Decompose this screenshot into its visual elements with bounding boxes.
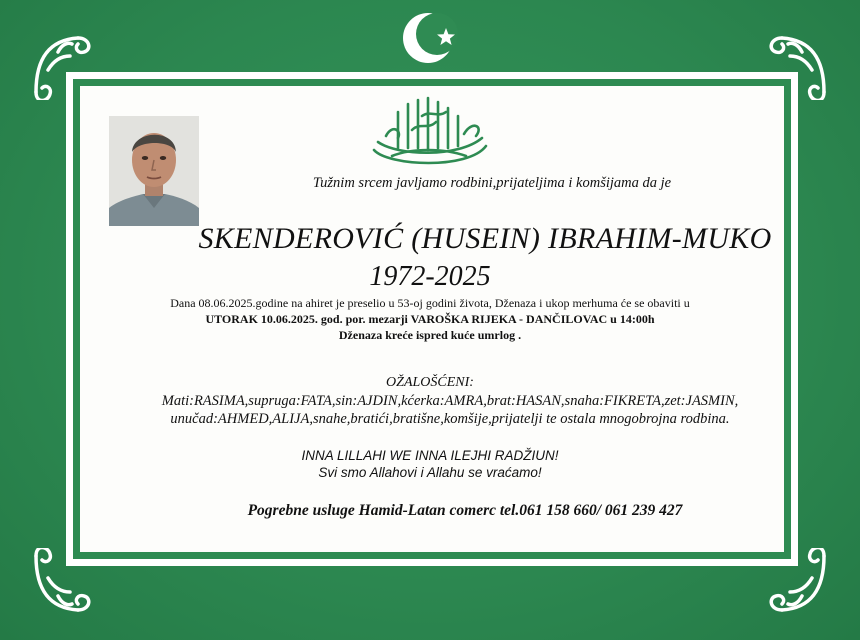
mourners-title: OŽALOŠĆENI: bbox=[386, 375, 474, 390]
prayer-line-1: INNA LILLAHI WE INNA ILEJHI RADŽIUN! bbox=[301, 448, 559, 463]
mourners-line-2: unučad:AHMED,ALIJA,snahe,bratići,bratišne,komšije,prijatelji te ostala mnogobrojna rodbina. bbox=[170, 411, 730, 427]
prayer-line-2: Svi smo Allahovi i Allahu se vraćamo! bbox=[318, 465, 542, 480]
portrait-photo bbox=[109, 116, 199, 226]
funeral-details-line-2: UTORAK 10.06.2025. god. por. mezarji VAROŠKA RIJEKA - DANČILOVAC u 14:00h bbox=[205, 312, 655, 326]
crescent-star-icon bbox=[400, 8, 466, 68]
funeral-service-contact: Pogrebne usluge Hamid-Latan comerc tel.061 158 660/ 061 239 427 bbox=[247, 502, 683, 519]
life-years: 1972-2025 bbox=[369, 261, 491, 292]
intro-text: Tužnim srcem javljamo rodbini,prijateljima i komšijama da je bbox=[312, 175, 672, 191]
deceased-name: SKENDEROVIĆ (HUSEIN) IBRAHIM-MUKO bbox=[198, 222, 772, 255]
funeral-details-line-1: Dana 08.06.2025.godine na ahiret je preselio u 53-oj godini života, Dženaza i ukop merhuma će se obaviti u bbox=[170, 296, 690, 310]
funeral-details-line-3: Dženaza kreće ispred kuće umrlog . bbox=[338, 328, 522, 342]
arabic-calligraphy-icon bbox=[368, 90, 492, 172]
mourners-line-1: Mati:RASIMA,supruga:FATA,sin:AJDIN,kćerka:AMRA,brat:HASAN,snaha:FIKRETA,zet:JASMIN, bbox=[161, 393, 739, 409]
